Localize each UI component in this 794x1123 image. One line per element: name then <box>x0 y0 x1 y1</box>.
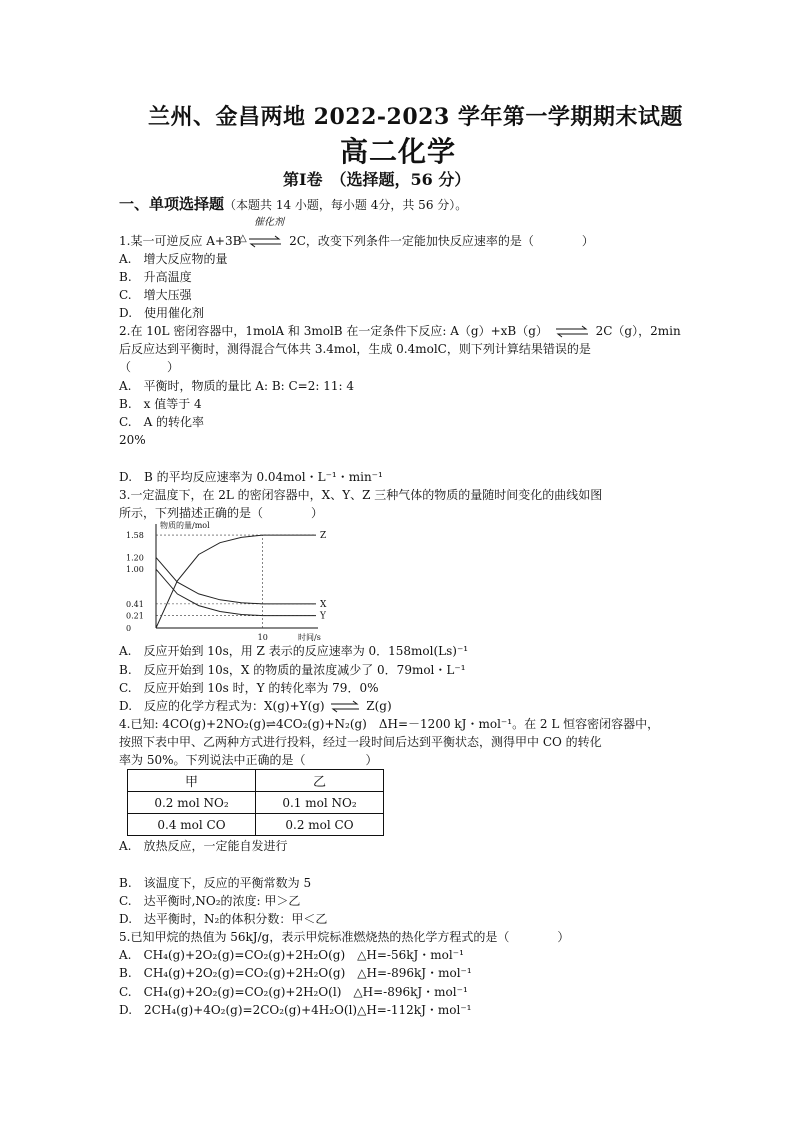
q3-option-d-a: D. 反应的化学方程式为：X(g)+Y(g) <box>119 699 325 713</box>
q3-option-a: A. 反应开始到 10s，用 Z 表示的反应速率为 0．158mol(Ls)⁻¹ <box>119 644 469 658</box>
reversible-arrow-icon <box>552 324 592 340</box>
exam-title: 兰州、金昌两地 2022-2023 学年第一学期期末试题 <box>148 104 683 130</box>
section-heading <box>119 193 467 214</box>
q1-stem-a: 1.某一可逆反应 A+3B <box>119 234 242 248</box>
q3-line1: 3.一定温度下，在 2L 的密闭容器中，X、Y、Z 三种气体的物质的量随时间变化的曲线如图 <box>119 488 603 502</box>
table-row <box>128 814 384 836</box>
q4-option-c: C. 达平衡时,NO₂的浓度: 甲＞乙 <box>119 894 301 908</box>
y-tick-label: 1.00 <box>126 565 144 575</box>
series-line-y <box>156 569 316 615</box>
series-label-z: Z <box>320 531 327 542</box>
x-tick-label: 10 <box>257 633 268 642</box>
q2-line2: 后反应达到平衡时，测得混合气体共 3.4mol，生成 0.4molC，则下列计算结果错误的是 <box>119 342 591 356</box>
q3-option-d <box>119 698 392 715</box>
q4-line3: 率为 50%。下列说法中正确的是（ ） <box>119 753 378 767</box>
q1-stem <box>119 233 594 250</box>
table-row <box>128 770 384 792</box>
q4-option-d: D. 达平衡时，N₂的体积分数：甲＜乙 <box>119 912 328 926</box>
y-tick-label: 1.20 <box>126 553 144 563</box>
subject-title: 高二化学 <box>340 135 457 168</box>
q2-line1-a: 2.在 10L 密闭容器中，1molA 和 3molB 在一定条件下反应: A（g）+xB（g） <box>119 324 548 338</box>
reversible-arrow-icon <box>328 699 362 715</box>
series-line-x <box>156 557 316 604</box>
volume-title: 第Ⅰ卷 （选择题，56 分） <box>283 170 471 189</box>
table-cell: 0.4 mol CO <box>128 814 256 836</box>
q2-option-b: B. x 值等于 4 <box>119 397 202 411</box>
y-tick-label: 1.58 <box>126 531 144 541</box>
y-tick-label: 0 <box>126 624 132 633</box>
q4-option-a: A. 放热反应，一定能自发进行 <box>119 839 288 853</box>
q3-option-c: C. 反应开始到 10s 时，Y 的转化率为 79．0% <box>119 681 379 695</box>
series-label-y: Y <box>320 611 326 622</box>
delta-label: △ <box>239 233 247 244</box>
q5-option-b: B. CH₄(g)+2O₂(g)=CO₂(g)+2H₂O(g) △H=-896kJ・mol⁻¹ <box>119 966 472 980</box>
q5-option-a: A. CH₄(g)+2O₂(g)=CO₂(g)+2H₂O(g) △H=-56kJ・mol⁻¹ <box>119 948 464 962</box>
q2-option-a: A. 平衡时，物质的量比 A: B: C=2: 11: 4 <box>119 379 354 393</box>
q2-option-c: C. A 的转化率 <box>119 415 205 429</box>
q3-line2: 所示，下列描述正确的是（ ） <box>119 506 324 520</box>
q1-stem-b: 2C，改变下列条件一定能加快反应速率的是（ ） <box>289 234 594 248</box>
q1-option-a: A. 增大反应物的量 <box>119 252 228 266</box>
q2-option-d: D. B 的平均反应速率为 0.04mol・L⁻¹・min⁻¹ <box>119 470 383 484</box>
x-axis-label: 时间/s <box>298 633 321 642</box>
table-header-jia: 甲 <box>128 770 256 792</box>
q2-line3: （ ） <box>119 360 180 374</box>
q3-option-b: B. 反应开始到 10s，X 的物质的量浓度减少了 0．79mol・L⁻¹ <box>119 663 466 677</box>
section-note: （本题共 14 小题，每小题 4分，共 56 分）。 <box>224 198 468 212</box>
y-axis-label: 物质的量/mol <box>160 521 210 530</box>
q3-option-d-b: Z(g) <box>366 699 392 713</box>
y-tick-label: 0.41 <box>126 599 144 609</box>
q2-line1 <box>119 323 681 340</box>
y-tick-label: 0.21 <box>126 611 144 621</box>
q5-option-d: D. 2CH₄(g)+4O₂(g)=2CO₂(g)+4H₂O(l)△H=-112kJ・mol⁻¹ <box>119 1003 472 1017</box>
q1-option-b: B. 升高温度 <box>119 270 192 284</box>
catalyst-label: 催化剂 <box>254 217 284 228</box>
q2-option-c-value: 20% <box>119 433 146 447</box>
q4-line2: 按照下表中甲、乙两种方式进行投料，经过一段时间后达到平衡状态，测得甲中 CO 的转化 <box>119 735 602 749</box>
series-label-x: X <box>320 599 327 610</box>
table-cell: 0.1 mol NO₂ <box>256 792 384 814</box>
q4-table <box>127 769 384 836</box>
q3-chart <box>124 520 327 642</box>
q4-option-b: B. 该温度下，反应的平衡常数为 5 <box>119 876 312 890</box>
q5-option-c: C. CH₄(g)+2O₂(g)=CO₂(g)+2H₂O(l) △H=-896kJ・mol⁻¹ <box>119 985 468 999</box>
q1-option-d: D. 使用催化剂 <box>119 306 205 320</box>
table-cell: 0.2 mol NO₂ <box>128 792 256 814</box>
q2-line1-b: 2C（g），2min <box>595 324 681 338</box>
table-header-yi: 乙 <box>256 770 384 792</box>
section-title: 一、单项选择题 <box>119 195 225 213</box>
q5-line1: 5.已知甲烷的热值为 56kJ/g，表示甲烷标准燃烧热的热化学方程式的是（ ） <box>119 930 570 944</box>
q1-option-c: C. 增大压强 <box>119 288 192 302</box>
table-row <box>128 792 384 814</box>
q4-line1: 4.已知: 4CO(g)+2NO₂(g)⇌4CO₂(g)+N₂(g) ΔH=－1200 kJ・mol⁻¹。在 2 L 恒容密闭容器中， <box>119 717 660 731</box>
reversible-arrow-icon <box>245 234 285 250</box>
table-cell: 0.2 mol CO <box>256 814 384 836</box>
